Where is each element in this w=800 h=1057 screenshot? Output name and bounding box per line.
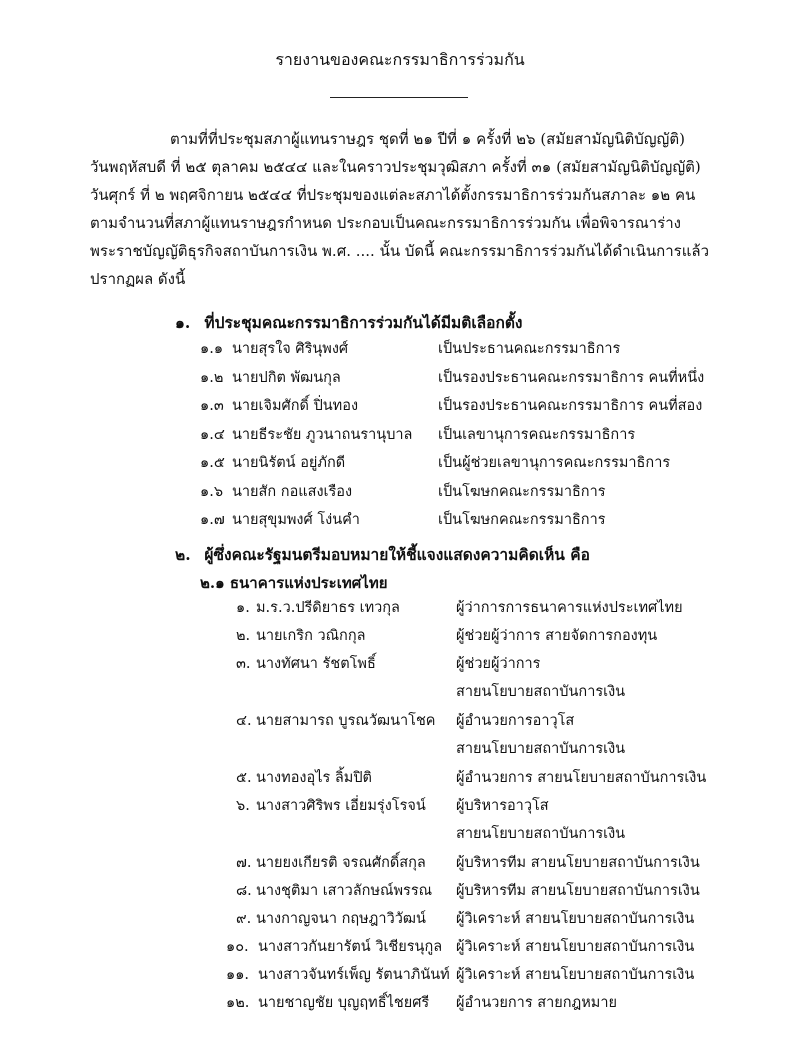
intro-line: วันพฤหัสบดี ที่ ๒๕ ตุลาคม ๒๕๔๔ และในคราวประชุมวุฒิสภา ครั้งที่ ๓๑ (สมัยสามัญนิติบัญญัติ) <box>90 158 701 176</box>
person-role: ผู้วิเคราะห์ สายนโยบายสถาบันการเงิน <box>456 967 695 983</box>
person-role: ผู้อำนวยการอาวุโส <box>456 713 575 729</box>
person-role: ผู้วิเคราะห์ สายนโยบายสถาบันการเงิน <box>456 939 695 955</box>
person-role: ผู้อำนวยการ สายนโยบายสถาบันการเงิน <box>456 770 707 786</box>
section-1-heading <box>175 310 522 335</box>
subsection-title: ธนาคารแห่งประเทศไทย <box>229 574 388 592</box>
person-row <box>0 596 800 624</box>
member-row <box>0 394 800 418</box>
member-role: เป็นรองประธานคณะกรรมาธิการ คนที่สอง <box>438 398 703 414</box>
title-underline <box>330 97 468 98</box>
person-name: นายชาญชัย บุญฤทธิ์ไชยศรี <box>258 995 430 1011</box>
person-name: นางสาวจันทร์เพ็ญ รัตนาภินันท์ <box>258 967 450 983</box>
person-row <box>0 963 800 991</box>
member-name: นายนิรัตน์ อยู่ภักดี <box>232 455 346 471</box>
person-number: ๙. <box>236 911 252 927</box>
person-number: ๑. <box>236 600 250 616</box>
person-number: ๘. <box>236 883 252 899</box>
member-row <box>0 508 800 532</box>
person-role: ผู้บริหารทีม สายนโยบายสถาบันการเงิน <box>456 855 700 871</box>
person-number: ๗. <box>236 855 252 871</box>
section-2-heading <box>175 542 590 567</box>
person-row <box>0 709 800 765</box>
member-role: เป็นผู้ช่วยเลขานุการคณะกรรมาธิการ <box>438 455 671 471</box>
person-role: ผู้ช่วยผู้ว่าการ สายจัดการกองทุน <box>456 628 658 644</box>
section-number: ๑. <box>175 313 191 332</box>
person-row <box>0 935 800 963</box>
intro-paragraph <box>90 125 730 293</box>
member-name: นายปกิต พัฒนกุล <box>232 369 341 386</box>
person-name: นางสาวกันยารัตน์ วิเชียรนุกูล <box>258 939 443 955</box>
subsection-number: ๒.๑ <box>200 574 225 592</box>
person-number: ๑๒. <box>226 995 250 1011</box>
member-name: นายสุรใจ ศิรินุพงศ์ <box>232 341 349 357</box>
member-role: เป็นประธานคณะกรรมาธิการ <box>438 341 621 357</box>
member-number: ๑.๕ <box>200 455 225 471</box>
intro-line: วันศุกร์ ที่ ๒ พฤศจิกายน ๒๕๔๔ ที่ประชุมของแต่ละสภาได้ตั้งกรรมาธิการร่วมกันสภาละ ๑๒ คน <box>90 186 696 204</box>
intro-line: ตามที่ที่ประชุมสภาผู้แทนราษฎร ชุดที่ ๒๑ ปีที่ ๑ ครั้งที่ ๒๖ (สมัยสามัญนิติบัญญัติ) <box>170 130 685 148</box>
intro-line: ตามจำนวนที่สภาผู้แทนราษฎรกำหนด ประกอบเป็นคณะกรรมาธิการร่วมกัน เพื่อพิจารณาร่าง <box>90 214 681 232</box>
intro-line: พระราชบัญญัติธุรกิจสถาบันการเงิน พ.ศ. .... นั้น บัดนี้ คณะกรรมาธิการร่วมกันได้ดำเนินการแล้ว <box>90 242 710 260</box>
member-row <box>0 451 800 475</box>
section-number: ๒. <box>175 545 191 564</box>
person-role: สายนโยบายสถาบันการเงิน <box>456 826 626 842</box>
section-title: ผู้ซึ่งคณะรัฐมนตรีมอบหมายให้ชี้แจงแสดงความคิดเห็น คือ <box>204 545 590 564</box>
person-role: ผู้บริหารอาวุโส <box>456 798 549 814</box>
person-name: นางสาวศิริพร เอี่ยมรุ่งโรจน์ <box>256 798 426 814</box>
person-number: ๑๐. <box>226 939 249 955</box>
person-name: นางทัศนา รัชตโพธิ์ <box>256 656 376 672</box>
member-number: ๑.๑ <box>200 341 224 357</box>
person-role: ผู้วิเคราะห์ สายนโยบายสถาบันการเงิน <box>456 911 695 927</box>
person-row <box>0 624 800 652</box>
member-row <box>0 366 800 390</box>
member-name: นายสุขุมพงศ์ โง่นคำ <box>232 512 360 528</box>
member-role: เป็นโฆษกคณะกรรมาธิการ <box>438 512 606 528</box>
person-name: ม.ร.ว.ปรีดิยาธร เทวกุล <box>256 600 400 616</box>
person-role: ผู้บริหารทีม สายนโยบายสถาบันการเงิน <box>456 883 700 899</box>
member-row <box>0 480 800 504</box>
person-number: ๕. <box>236 770 252 786</box>
person-name: นายสามารถ บูรณวัฒนาโชค <box>256 713 436 729</box>
intro-line: ปรากฏผล ดังนี้ <box>90 270 186 288</box>
member-number: ๑.๔ <box>200 426 225 443</box>
member-row <box>0 423 800 447</box>
person-row <box>0 794 800 850</box>
person-role: ผู้อำนวยการ สายกฎหมาย <box>456 995 617 1011</box>
member-role: เป็นเลขานุการคณะกรรมาธิการ <box>438 426 636 443</box>
person-number: ๑๑. <box>226 967 250 983</box>
person-name: นายเกริก วณิกกุล <box>256 628 366 644</box>
member-name: นายเจิมศักดิ์ ปิ่นทอง <box>232 398 359 414</box>
member-row <box>0 337 800 361</box>
person-role: สายนโยบายสถาบันการเงิน <box>456 741 626 757</box>
member-number: ๑.๗ <box>200 512 225 528</box>
member-name: นายธีระชัย ภูวนาถนรานุบาล <box>232 426 413 443</box>
person-role: ผู้ช่วยผู้ว่าการ <box>456 656 541 672</box>
member-number: ๑.๖ <box>200 483 224 500</box>
member-number: ๑.๓ <box>200 398 224 414</box>
person-name: นางชุติมา เสาวลักษณ์พรรณ <box>256 883 433 899</box>
subsection-heading <box>200 571 388 595</box>
person-row <box>0 991 800 1019</box>
person-row <box>0 766 800 794</box>
person-number: ๖. <box>236 798 250 814</box>
document-title: รายงานของคณะกรรมาธิการร่วมกัน <box>275 50 525 69</box>
section-title: ที่ประชุมคณะกรรมาธิการร่วมกันได้มีมติเลือกตั้ง <box>204 313 523 332</box>
person-number: ๓. <box>236 656 251 672</box>
person-number: ๔. <box>236 713 252 729</box>
person-role: สายนโยบายสถาบันการเงิน <box>456 684 626 700</box>
member-number: ๑.๒ <box>200 369 224 386</box>
member-role: เป็นโฆษกคณะกรรมาธิการ <box>438 483 606 500</box>
person-row <box>0 879 800 907</box>
person-number: ๒. <box>236 628 251 644</box>
person-name: นางทองอุไร ลิ้มปิติ <box>256 770 372 786</box>
person-name: นายยงเกียรติ จรณศักดิ์สกุล <box>256 855 426 871</box>
member-name: นายสัก กอแสงเรือง <box>232 483 353 500</box>
person-name: นางกาญจนา กฤษฎาวิวัฒน์ <box>256 911 426 927</box>
member-role: เป็นรองประธานคณะกรรมาธิการ คนที่หนึ่ง <box>438 369 705 386</box>
person-row <box>0 907 800 935</box>
person-role: ผู้ว่าการการธนาคารแห่งประเทศไทย <box>456 600 683 616</box>
person-row <box>0 652 800 708</box>
person-row <box>0 851 800 879</box>
